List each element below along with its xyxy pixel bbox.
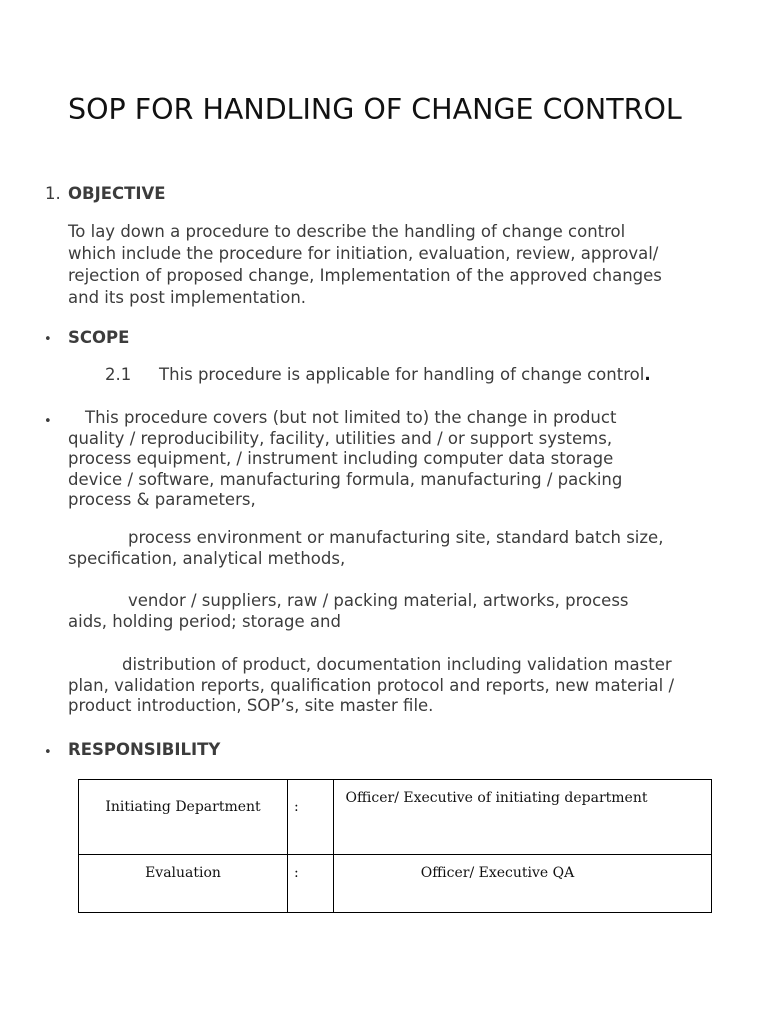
person-cell — [334, 780, 712, 855]
table-row — [79, 780, 712, 855]
person-cell — [334, 855, 712, 913]
responsibility-heading: RESPONSIBILITY — [68, 740, 221, 759]
separator-cell — [288, 780, 334, 855]
coverage-bullet: • — [44, 414, 52, 429]
responsibility-bullet: • — [44, 745, 52, 760]
role-cell — [79, 780, 288, 855]
scope-item-body: This procedure is applicable for handling of change control — [159, 365, 645, 384]
person-text: Officer/ Executive of initiating department — [345, 790, 648, 806]
responsibility-table — [78, 779, 712, 913]
scope-item-period: . — [644, 365, 651, 384]
coverage-text-2: process environment or manufacturing site, standard batch size, specification, analytical methods, — [68, 528, 664, 568]
separator-text: : — [294, 799, 299, 815]
separator-text: : — [294, 865, 299, 881]
document-title: SOP FOR HANDLING OF CHANGE CONTROL — [68, 93, 682, 126]
separator-cell — [288, 855, 334, 913]
scope-item-text — [159, 365, 719, 384]
coverage-paragraph-3 — [68, 591, 668, 632]
objective-text: To lay down a procedure to describe the handling of change control which include the procedure for initiation, evaluation, review, approval/ rejection of proposed change, Implementation of the approved changes and its post implementation. — [68, 222, 662, 307]
objective-number: 1. — [45, 184, 61, 203]
role-cell — [79, 855, 288, 913]
person-text: Officer/ Executive QA — [420, 865, 575, 881]
coverage-text-1: This procedure covers (but not limited to) the change in product quality / reproducibility, facility, utilities and / or support systems, process equipment, / instrument including computer data storage device / software, manufacturing formula, manufacturing / packing process & parameters, — [68, 408, 623, 509]
coverage-paragraph-4 — [68, 655, 678, 717]
role-text: Evaluation — [145, 865, 221, 881]
scope-heading: SCOPE — [68, 328, 130, 347]
coverage-text-3: vendor / suppliers, raw / packing material, artworks, process aids, holding period; storage and — [68, 591, 629, 631]
objective-heading: OBJECTIVE — [68, 184, 166, 203]
scope-item-number: 2.1 — [105, 365, 132, 384]
coverage-paragraph-2 — [68, 528, 668, 569]
coverage-paragraph-1 — [68, 408, 668, 511]
scope-bullet: • — [44, 332, 52, 347]
table-row — [79, 855, 712, 913]
role-text: Initiating Department — [105, 799, 261, 815]
coverage-text-4: distribution of product, documentation including validation master plan, validation reports, qualification protocol and reports, new material / product introduction, SOP’s, site master file. — [68, 655, 675, 715]
